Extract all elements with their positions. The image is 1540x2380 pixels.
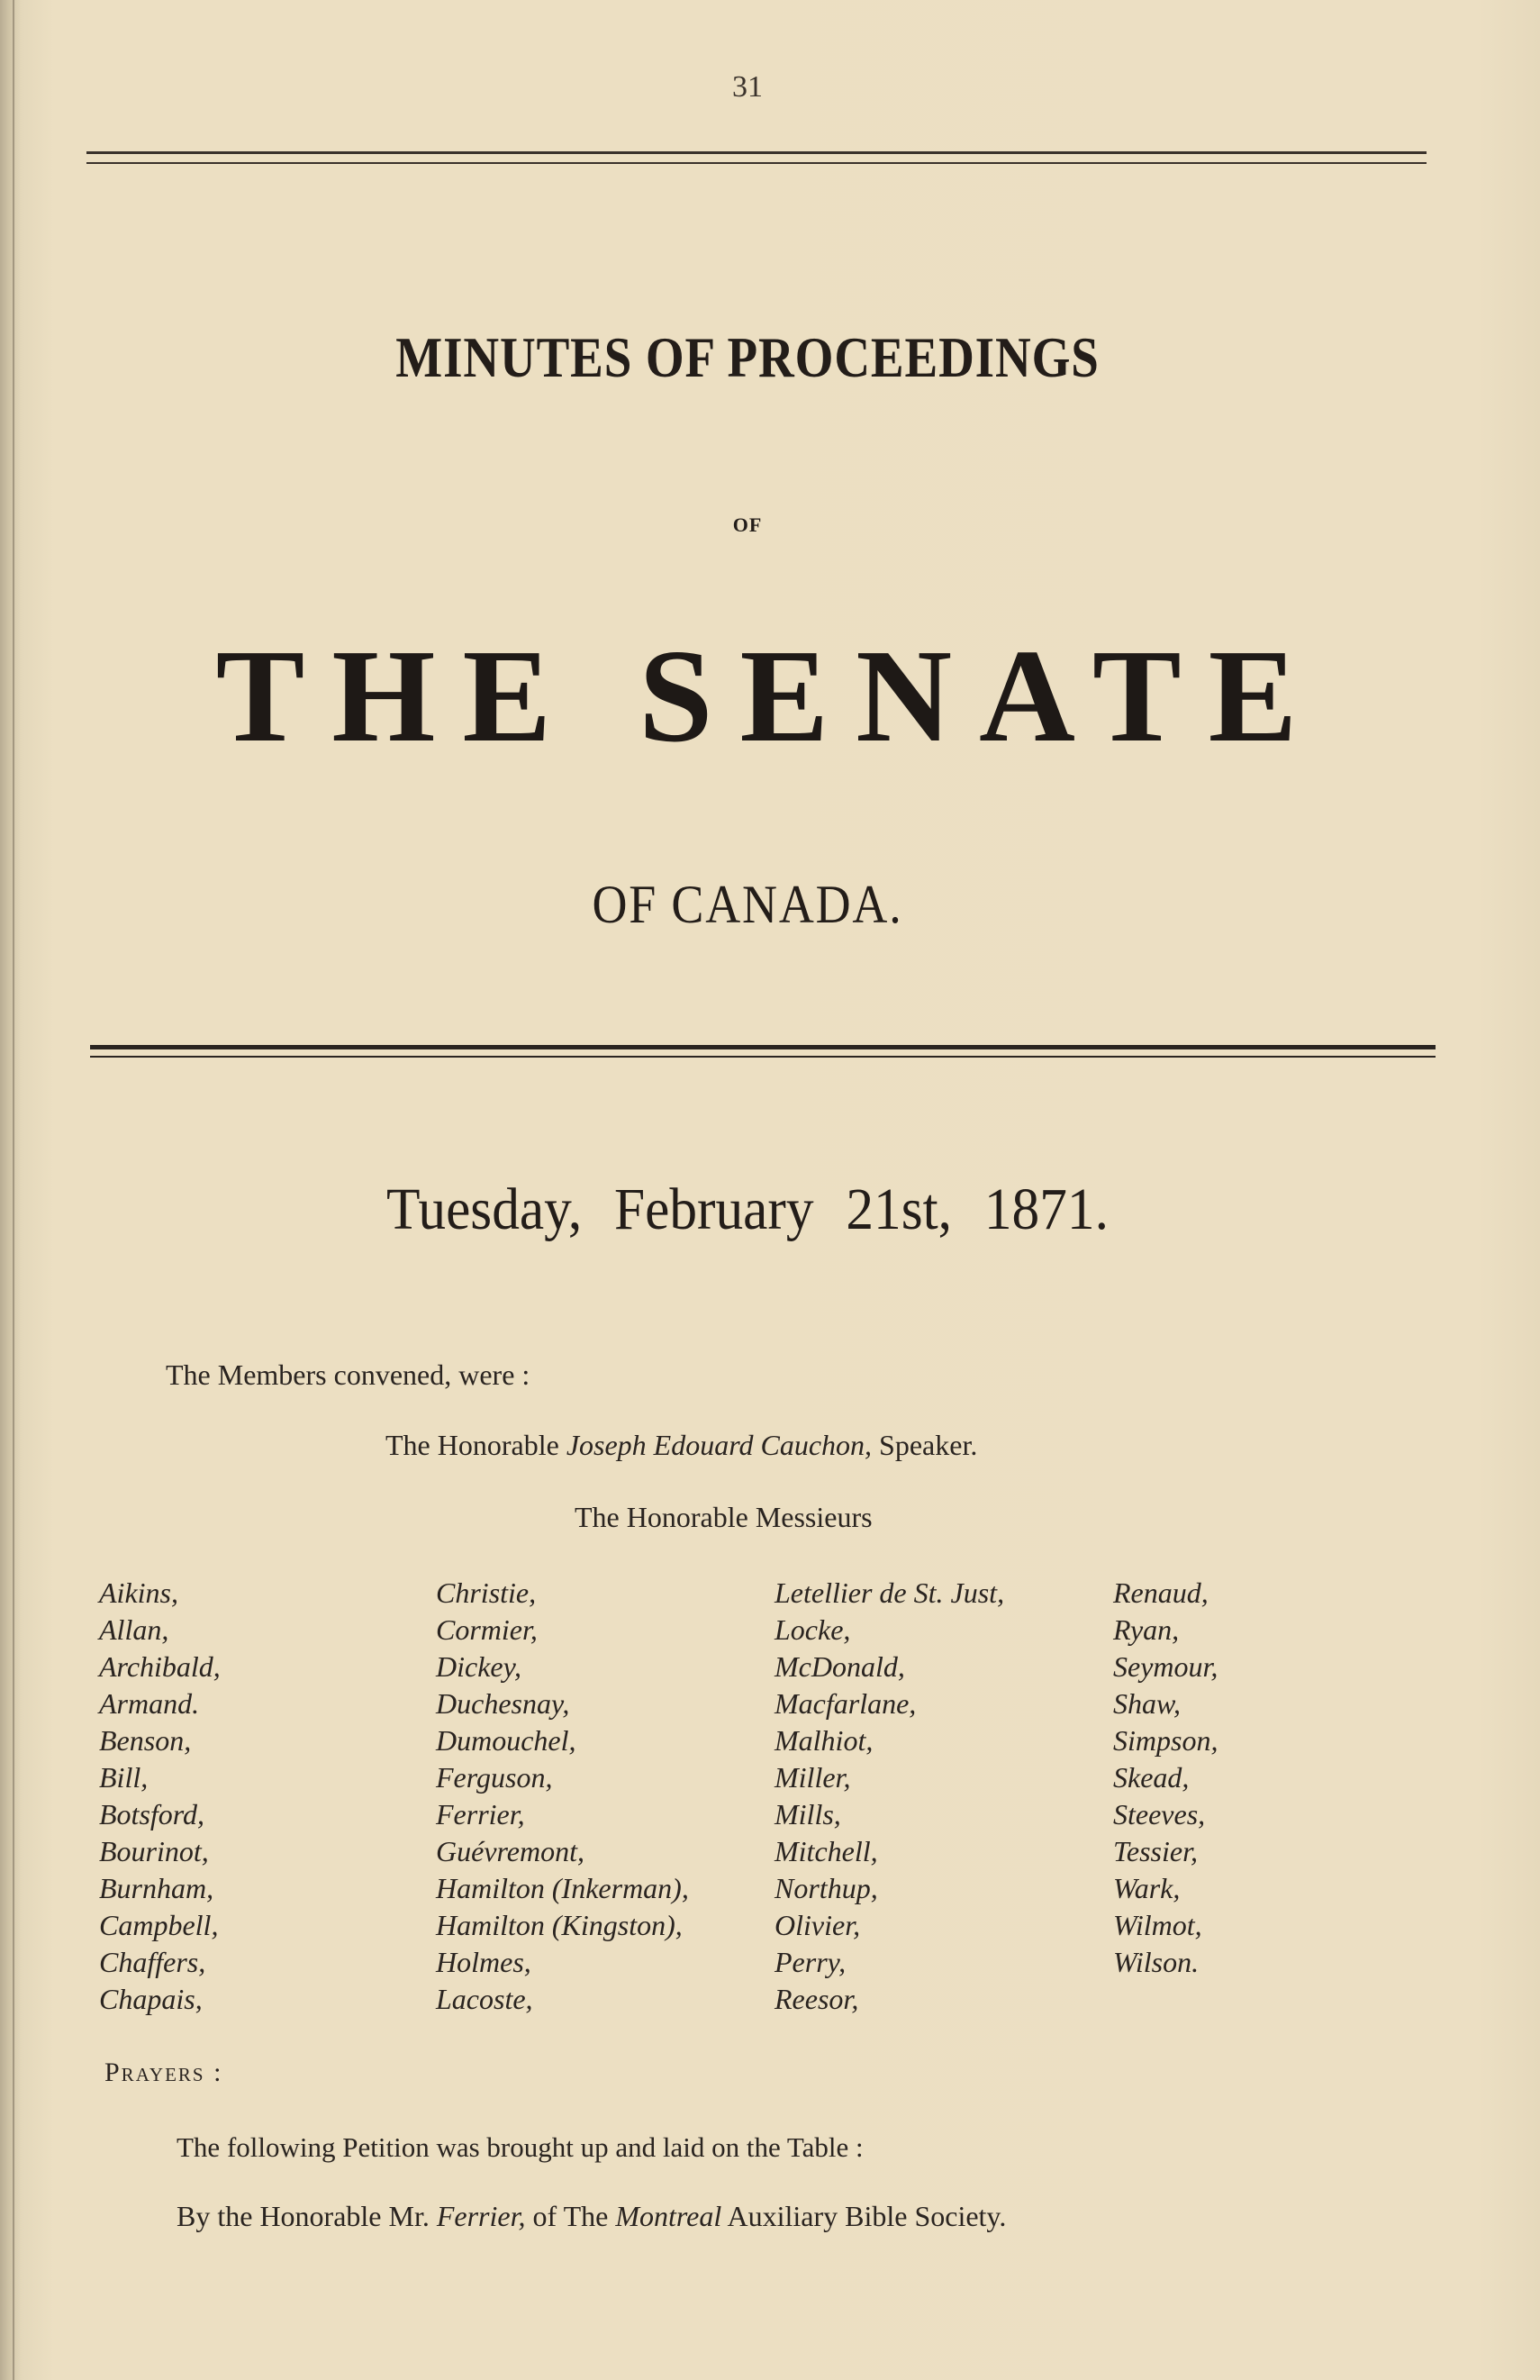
- member-name: Skead,: [1113, 1761, 1190, 1794]
- petition-mid: of The: [532, 2200, 609, 2232]
- member-name: Christie,: [436, 1576, 537, 1609]
- speaker-title: Speaker.: [879, 1429, 978, 1461]
- member-name: Seymour,: [1113, 1650, 1218, 1683]
- member-name: Hamilton (Inkerman),: [436, 1872, 689, 1904]
- member-name: Lacoste,: [436, 1983, 533, 2015]
- member-name: Armand.: [99, 1687, 200, 1720]
- member-name: Miller,: [775, 1761, 851, 1794]
- page-number: 31: [732, 70, 763, 104]
- member-name: Aikins,: [99, 1576, 178, 1609]
- top-rule: [86, 151, 1427, 164]
- member-name: Cormier,: [436, 1613, 538, 1646]
- member-name: Campbell,: [99, 1909, 219, 1941]
- member-name: Tessier,: [1113, 1835, 1198, 1867]
- member-name: Ferrier,: [436, 1798, 525, 1830]
- member-name: Malhiot,: [775, 1724, 874, 1757]
- member-name: Ryan,: [1113, 1613, 1180, 1646]
- member-name: Locke,: [775, 1613, 851, 1646]
- member-name: Dickey,: [436, 1650, 522, 1683]
- messieurs-heading: The Honorable Messieurs: [575, 1501, 873, 1533]
- member-name: Simpson,: [1113, 1724, 1218, 1757]
- member-name: Olivier,: [775, 1909, 861, 1941]
- member-name: Guévremont,: [436, 1835, 584, 1867]
- member-name: McDonald,: [775, 1650, 905, 1683]
- member-name: Wark,: [1113, 1872, 1181, 1904]
- speaker-prefix: The Honorable: [385, 1429, 559, 1461]
- members-column-1: [99, 1575, 221, 2018]
- member-name: Chaffers,: [99, 1946, 206, 1978]
- petition-pre: By the Honorable Mr.: [177, 2200, 430, 2232]
- speaker-name: Joseph Edouard Cauchon,: [566, 1429, 873, 1461]
- heading-of-canada: OF CANADA.: [592, 875, 903, 934]
- member-name: Wilson.: [1113, 1946, 1200, 1978]
- members-column-3: [775, 1575, 1004, 2018]
- members-column-2: [436, 1575, 689, 2018]
- members-column-4: [1113, 1575, 1218, 1981]
- member-name: Wilmot,: [1113, 1909, 1202, 1941]
- member-name: Allan,: [99, 1613, 169, 1646]
- petition-line: [177, 2200, 1006, 2233]
- petition-post: Auxiliary Bible Society.: [727, 2200, 1007, 2232]
- member-name: Dumouchel,: [436, 1724, 576, 1757]
- heading-the-senate: THE SENATE: [215, 622, 1325, 770]
- member-name: Northup,: [775, 1872, 878, 1904]
- member-name: Ferguson,: [436, 1761, 553, 1794]
- member-name: Macfarlane,: [775, 1687, 917, 1720]
- speaker-line: [385, 1429, 977, 1462]
- sitting-date: Tuesday, February 21st, 1871.: [386, 1176, 1109, 1242]
- heading-minutes: MINUTES OF PROCEEDINGS: [395, 325, 1100, 389]
- member-name: Burnham,: [99, 1872, 214, 1904]
- member-name: Duchesnay,: [436, 1687, 570, 1720]
- member-name: Steeves,: [1113, 1798, 1206, 1830]
- petition-place: Montreal: [615, 2200, 722, 2232]
- heading-of: OF: [732, 513, 763, 536]
- member-name: Botsford,: [99, 1798, 205, 1830]
- heading-rule: [90, 1045, 1436, 1058]
- member-name: Letellier de St. Just,: [775, 1576, 1005, 1609]
- member-name: Bill,: [99, 1761, 149, 1794]
- member-name: Reesor,: [775, 1983, 859, 2015]
- petition-member: Ferrier,: [436, 2200, 526, 2232]
- members-convened-text: The Members convened, were :: [166, 1358, 530, 1391]
- binding-gutter: [13, 0, 14, 2380]
- petition-intro: The following Petition was brought up and laid on the Table :: [177, 2131, 864, 2163]
- member-name: Bourinot,: [99, 1835, 209, 1867]
- member-name: Holmes,: [436, 1946, 531, 1978]
- member-name: Archibald,: [99, 1650, 221, 1683]
- member-name: Benson,: [99, 1724, 192, 1757]
- member-name: Mills,: [775, 1798, 841, 1830]
- prayers-heading: Prayers :: [104, 2058, 223, 2087]
- member-name: Mitchell,: [775, 1835, 878, 1867]
- member-name: Shaw,: [1113, 1687, 1181, 1720]
- member-name: Perry,: [775, 1946, 847, 1978]
- member-name: Renaud,: [1113, 1576, 1209, 1609]
- member-name: Chapais,: [99, 1983, 203, 2015]
- member-name: Hamilton (Kingston),: [436, 1909, 683, 1941]
